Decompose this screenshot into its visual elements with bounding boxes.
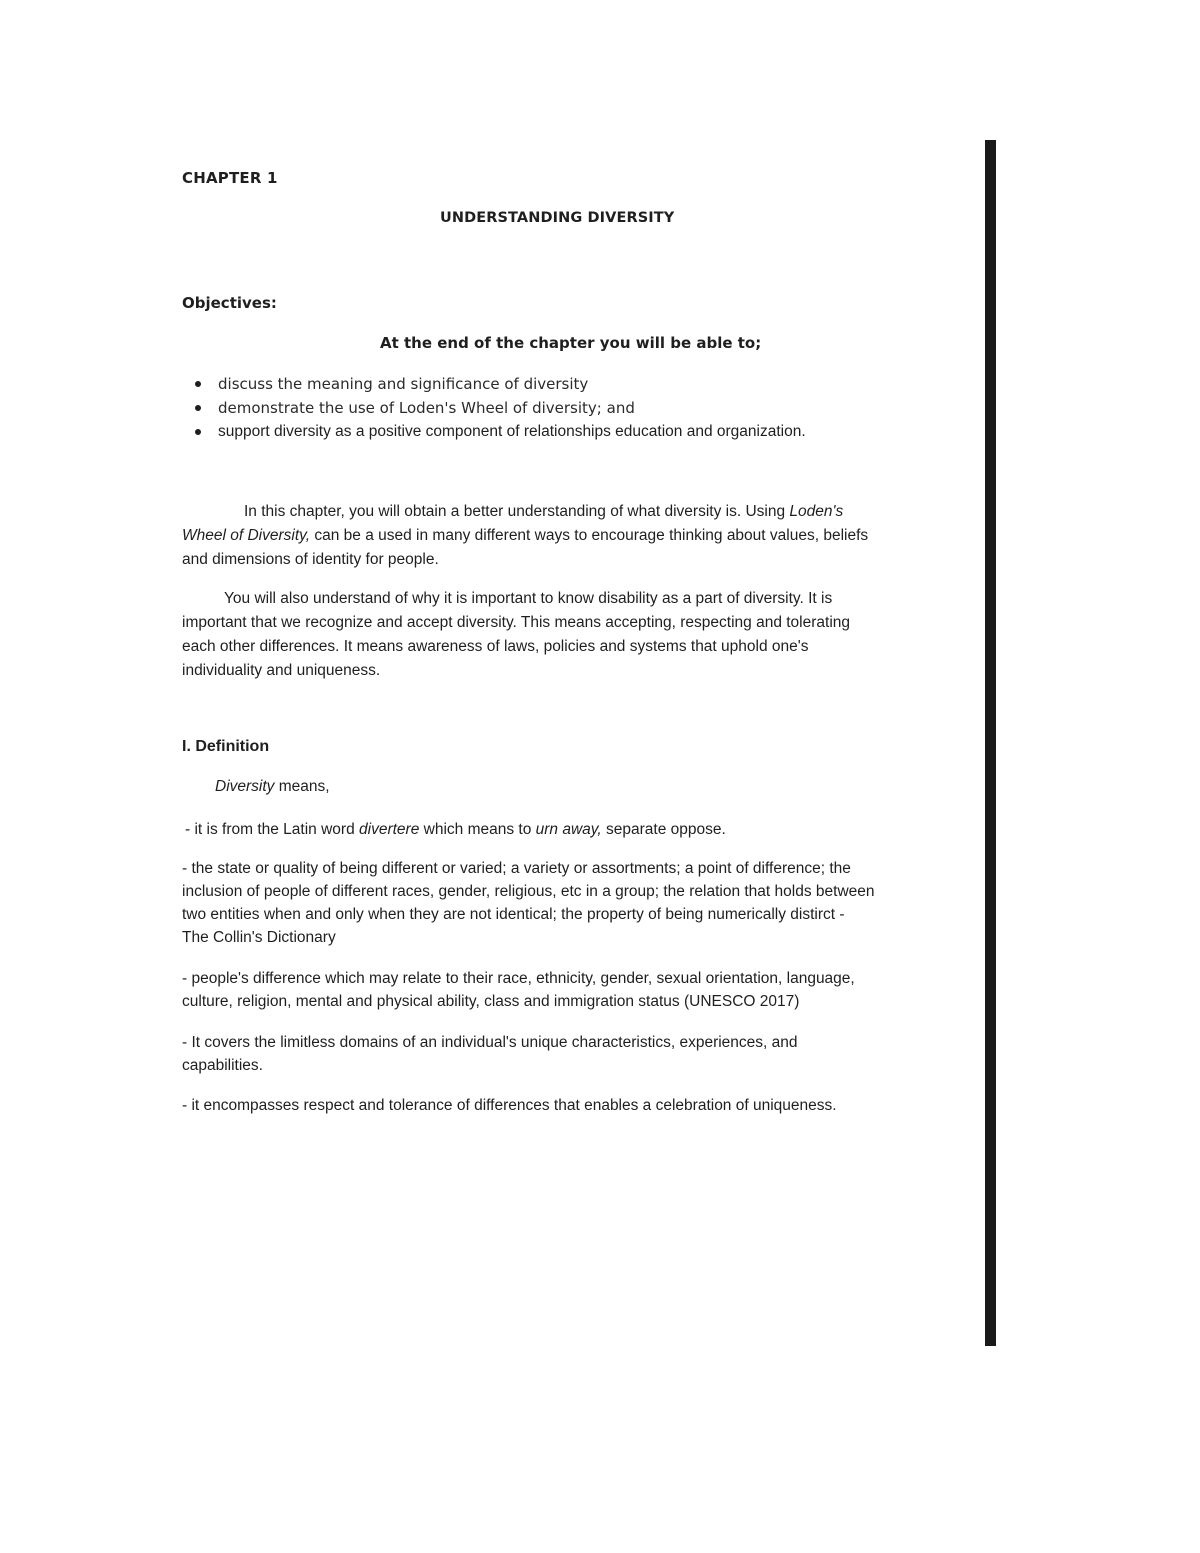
bullet-icon (195, 429, 201, 435)
objectives-list (192, 372, 806, 444)
definition-text: - It covers the limitless domains of an individual's unique characteristics, experiences, and (182, 1034, 798, 1051)
intro-text: can be a used in many different ways to encourage thinking about values, beliefs (310, 527, 869, 544)
definition-text: - people's difference which may relate to their race, ethnicity, gender, sexual orientation, language, (182, 970, 855, 987)
intro-text: important that we recognize and accept diversity. This means accepting, respecting and tolerating (182, 614, 851, 631)
intro-text: each other differences. It means awareness of laws, policies and systems that uphold one's (182, 638, 809, 655)
objective-item (192, 396, 806, 420)
definition-text: - the state or quality of being different or varied; a variety or assortments; a point of difference; the (182, 860, 851, 877)
objective-text: discuss the meaning and significance of diversity (218, 375, 589, 393)
intro-emphasis: Wheel of Diversity, (182, 527, 311, 544)
definition-item-4 (182, 1031, 952, 1077)
objective-item (192, 372, 806, 396)
intro-text: individuality and uniqueness. (182, 662, 381, 679)
definition-term: Diversity (215, 778, 275, 795)
definition-text: inclusion of people of different races, gender, religious, etc in a group; the relation that holds between (182, 883, 875, 900)
definition-lead (215, 778, 330, 796)
chapter-label: CHAPTER 1 (182, 169, 278, 187)
page-edge-rule (985, 140, 996, 1346)
definition-emphasis: urn away, (535, 821, 602, 838)
objective-item (192, 420, 806, 444)
definition-text: culture, religion, mental and physical ability, class and immigration status (UNESCO 2017) (182, 993, 800, 1010)
definition-text: separate oppose. (601, 821, 726, 838)
definition-text: - it encompasses respect and tolerance of differences that enables a celebration of uniqueness. (182, 1097, 837, 1114)
objective-text: demonstrate the use of Loden's Wheel of diversity; and (218, 399, 635, 417)
definition-text: - it is from the Latin word (185, 821, 360, 838)
definition-text: The Collin's Dictionary (182, 929, 336, 946)
chapter-title: UNDERSTANDING DIVERSITY (440, 210, 675, 226)
definition-item-2 (182, 857, 952, 949)
intro-text: and dimensions of identity for people. (182, 551, 439, 568)
definition-emphasis: divertere (359, 821, 420, 838)
bullet-icon (195, 405, 201, 411)
objectives-heading: Objectives: (182, 294, 277, 312)
definition-text: capabilities. (182, 1057, 263, 1074)
intro-paragraph-2 (182, 587, 942, 683)
definition-item-5 (182, 1094, 952, 1117)
intro-paragraph-1 (182, 500, 942, 572)
definition-text: which means to (419, 821, 536, 838)
definition-text: two entities when and only when they are not identical; the property of being numerically distirct - (182, 906, 845, 923)
definition-item-1 (185, 818, 955, 841)
definition-lead-text: means, (274, 778, 330, 795)
intro-text: In this chapter, you will obtain a better understanding of what diversity is. Using (244, 503, 790, 520)
intro-emphasis: Loden's (789, 503, 844, 520)
definition-item-3 (182, 967, 952, 1013)
bullet-icon (195, 381, 201, 387)
objective-text: support diversity as a positive component of relationships education and organization. (218, 423, 806, 440)
objectives-lead: At the end of the chapter you will be able to; (380, 334, 762, 352)
intro-text: You will also understand of why it is important to know disability as a part of diversity. It is (224, 590, 833, 607)
section-heading-definition: I. Definition (182, 738, 270, 755)
